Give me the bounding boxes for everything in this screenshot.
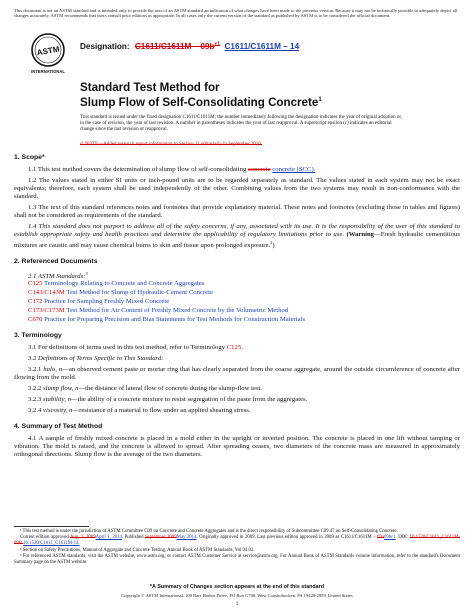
- astm-standards-intro: 2.1 ASTM Standards:$^3$: [28, 271, 88, 281]
- reference-item[interactable]: C172 Practice for Sampling Freshly Mixed Concrete: [28, 298, 170, 305]
- footnote-divider: [14, 526, 89, 527]
- paragraph-1-3: 1.3 The text of this standard references notes and footnotes that provide explanatory material. These notes and footnotes (excluding those in tables and figures) shall not be considered as requirements of the standard.: [14, 204, 460, 219]
- logo-text: ASTM: [36, 44, 61, 58]
- reference-item[interactable]: C670 Practice for Preparing Precision and Bias Statements for Test Methods for Construction Materials: [28, 316, 306, 323]
- footnote-1: ¹ This test method is under the jurisdiction of ASTM Committee C09 on Concrete and Concrete Aggregates and is the direct responsibility of Subcommittee C09.47 on Self-Consolidating Concrete.: [20, 529, 398, 534]
- title-line-2: Slump Flow of Self-Consolidating Concrete$^1$: [80, 95, 322, 109]
- page-number: 1: [235, 601, 239, 607]
- section-heading-scope: 1. Scope*: [14, 154, 45, 161]
- astm-logo-icon: [30, 32, 66, 76]
- reference-item[interactable]: C125 Terminology Relating to Concrete and Concrete Aggregates: [28, 280, 205, 287]
- struck-editorial-note: ε¹ NOTE—Added research report information to Section 11 editorially in September 2010.: [80, 142, 262, 147]
- paragraph-1-2: 1.2 The values stated in either SI units or inch-pound units are to be regarded separately as standard. The values stated in each system may not be exact equivalents; therefore, each system shall be used independently of the other. Combining values from the two systems may result in non-conformance with the standard.: [14, 177, 460, 200]
- paragraph-4-1: 4.1 A sample of freshly mixed concrete is placed in a mold either in the upright or inverted position. The concrete is placed in one lift without tamping or vibration. The mold is raised, and the concrete is allowed to spread. After spreading ceases, two diameters of the concrete mass are measured in approximately orthogonal directions. Slump flow is the average of the two diameters.: [14, 435, 460, 458]
- footnote-2: ² Section on Safety Precautions, Manual of Aggregate and Concrete Testing, Annual Book of ASTM Standards, Vol 04.02.: [20, 547, 255, 553]
- designation: [80, 41, 299, 51]
- paragraph-3-2: 3.2 Definitions of Terms Specific to This Standard:: [28, 355, 164, 362]
- definition-viscosity: 3.2.4 viscosity, n—resistance of a material to flow under an applied shearing stress.: [28, 407, 251, 414]
- definition-halo: 3.2.1 halo, n—an observed cement paste or mortar ring that has clearly separated from the coarse aggregate, around the outside circumference of concrete after flowing from the mold.: [14, 366, 461, 381]
- definition-slump-flow: 3.2.2 slump flow, n—the distance of lateral flow of concrete during the slump-flow test.: [28, 385, 263, 392]
- footnote-3: ³ For referenced ASTM standards, visit the ASTM website, www.astm.org, or contact ASTM Customer Service at service@astm.org. For Annual Book of ASTM Standards volume information, refer to the standard's Document Summary page on the ASTM website.: [14, 554, 460, 566]
- footnotes: [14, 529, 460, 566]
- section-heading-terminology: 3. Terminology: [14, 332, 62, 339]
- designation-new: C1611/C1611M – 14: [224, 41, 300, 51]
- terminology-link[interactable]: C125: [226, 344, 242, 351]
- paragraph-3-1: 3.1 For definitions of terms used in this test method, refer to Terminology C125.: [28, 344, 243, 351]
- paragraph-1-4: 1.4 This standard does not purport to address all of the safety concerns, if any, associated with its use. It is the responsibility of the user of this standard to establish appropriate safety and health practices and determine the applicability of regulatory limitations prior to use. (Warning—Fresh hydraulic cementitious mixtures are caustic and may cause chemical burns to skin and tissue upon prolonged exposure.$^2$): [14, 223, 461, 250]
- copyright-line: Copyright © ASTM International, 100 Barr Harbor Drive, PO Box C700, West Conshohocken, PA 19428-2959. United States: [121, 593, 353, 598]
- section-heading-summary: 4. Summary of Test Method: [14, 423, 103, 430]
- reference-item[interactable]: C143/C143M Test Method for Slump of Hydraulic-Cement Concrete: [28, 289, 213, 296]
- reference-item[interactable]: C173/C173M Test Method for Air Content of Freshly Mixed Concrete by the Volumetric Method: [28, 307, 289, 314]
- designation-old: $C1611/C1611M - 09b^{\varepsilon 1}$: [134, 41, 221, 51]
- definition-stability: 3.2.3 stability, n—the ability of a concrete mixture to resist segregation of the paste from the aggregates.: [28, 396, 308, 403]
- designation-label: Designation:: [80, 41, 130, 51]
- disclaimer-notice: This document is not an ASTM standard and is intended only to provide the user of an ASTM standard an indication of what changes have been made to the previous version. Because it may not be technically possible to adequately depict all changes accurately, ASTM recommends that users consult prior editions as appropriate. In all cases only the current version of the standard as published by ASTM is to be considered the official document.: [14, 8, 458, 19]
- title-line-1: Standard Test Method for: [80, 81, 220, 94]
- document-title: [80, 81, 322, 109]
- paragraph-1-1: 1.1 This test method covers the determination of slump flow of self-consolidating concrete concrete (SCC).: [28, 166, 316, 173]
- footnote-1-edition: Current edition approved Aug. 1, 2009April 1, 2014. Published September 2009May 2014. Originally approved in 2009. Last previous edition approved in 2009 as C1611/C1611M – 09a09bε1. DOI: 10.1520/C1611_C1611M-09B.10.1520/C1611_C1611M-14.: [14, 535, 461, 547]
- section-heading-referenced: 2. Referenced Documents: [14, 258, 98, 265]
- logo-subtext: INTERNATIONAL: [31, 69, 65, 74]
- summary-of-changes-note: *A Summary of Changes section appears at the end of this standard: [149, 584, 325, 590]
- issued-note: This standard is issued under the fixed designation C1611/C1611M; the number immediately following the designation indicates the year of original adoption or, in the case of revision, the year of last revision. A number in parentheses indicates the year of last reapproval. A superscript epsilon (ε) indicates an editorial change since the last revision or reapproval.: [80, 115, 403, 133]
